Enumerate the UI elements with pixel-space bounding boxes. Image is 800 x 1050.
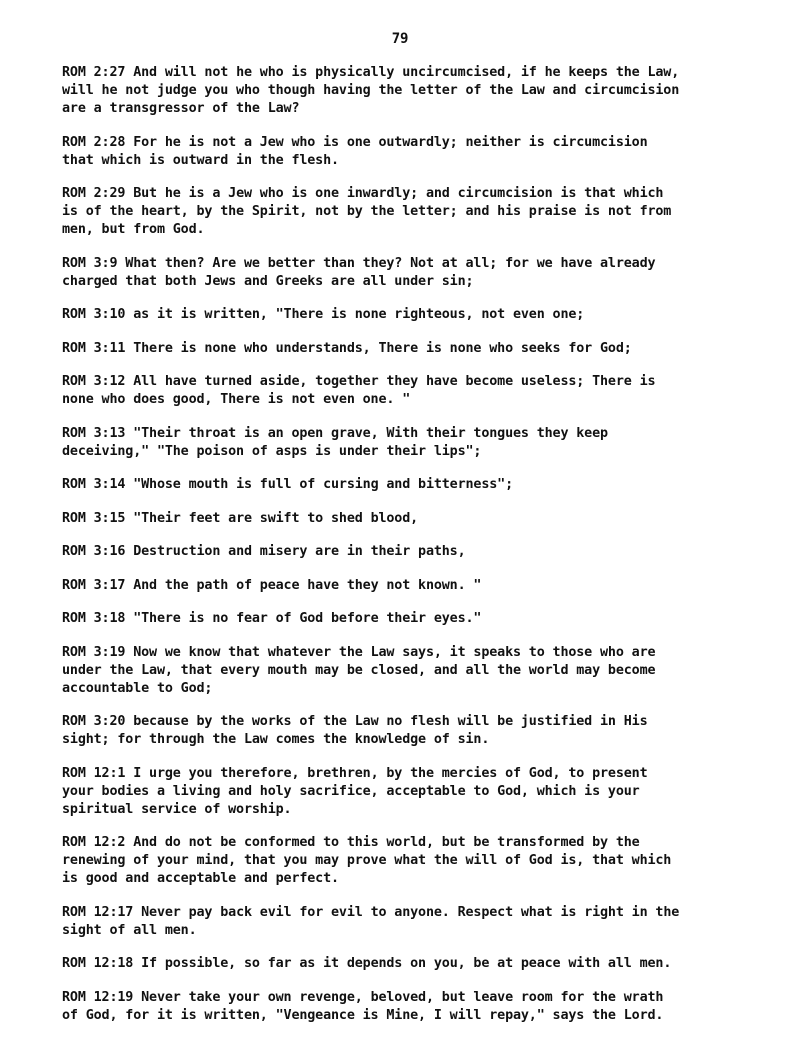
verse-rom-3-11 [62,340,742,358]
verse-text: Destruction and misery are in their paths, [125,544,466,559]
verse-reference: ROM 3:15 [62,510,126,526]
verse-reference: ROM 3:17 [62,577,126,593]
verse-text: If possible, so far as it depends on you, be at peace with all men. [133,956,672,971]
verse-text: And will not he who is physically uncircumcised, if he keeps the Law, will he not judge you who though having the letter of the Law and circumcision are a transgressor of the Law? [62,65,680,116]
verse-reference: ROM 3:18 [62,611,126,626]
verse-text: "Their throat is an open grave, With their tongues they keep deceiving," "The poison of asps is under their lips"; [62,425,608,459]
verse-reference: ROM 12:18 [62,956,134,971]
verse-reference: ROM 2:29 [62,186,126,201]
verse-rom-3-20 [62,713,742,749]
verse-reference: ROM 3:12 [62,374,126,389]
verse-rom-12-1 [62,765,742,819]
verse-rom-3-15 [62,510,742,528]
verse-reference: ROM 3:13 [62,425,126,441]
verse-reference: ROM 3:10 [62,307,126,322]
verse-text: What then? Are we better than they? Not at all; for we have already charged that both Jews and Greeks are all under sin; [62,255,656,289]
verse-text: All have turned aside, together they have become useless; There is none who does good, There is not even one. " [62,374,656,407]
verse-rom-3-14 [62,476,742,494]
verse-reference: ROM 3:11 [62,340,126,356]
verse-reference: ROM 12:17 [62,904,134,920]
verse-rom-12-19 [62,989,742,1025]
verse-rom-3-13 [62,425,742,461]
verse-text: "There is no fear of God before their eyes." [125,611,482,626]
verse-reference: ROM 3:19 [62,644,126,660]
verse-text: Never pay back evil for evil to anyone. Respect what is right in the sight of all men. [62,904,680,938]
verse-text: as it is written, "There is none righteous, not even one; [125,307,585,322]
verse-rom-3-10 [62,306,742,324]
verse-rom-3-19 [62,644,742,698]
verse-rom-2-27 [62,64,742,118]
verse-text: And the path of peace have they not known. " [125,577,482,593]
verse-text: And do not be conformed to this world, but be transformed by the renewing of your mind, that you may prove what the will of God is, that which is good and acceptable and perfect. [62,835,672,886]
verse-text: Now we know that whatever the Law says, it speaks to those who are under the Law, that every mouth may be closed, and all the world may become accountable to God; [62,644,656,696]
verse-reference: ROM 3:20 [62,714,126,729]
verse-reference: ROM 12:1 [62,765,126,781]
verse-rom-3-18 [62,610,742,628]
verse-reference: ROM 12:2 [62,835,126,850]
verse-list [62,64,742,1040]
verse-rom-12-18 [62,955,742,973]
verse-reference: ROM 3:14 [62,477,126,492]
verse-text: because by the works of the Law no flesh will be justified in His sight; for through the Law comes the knowledge of sin. [62,714,648,747]
verse-text: For he is not a Jew who is one outwardly; neither is circumcision that which is outward in the flesh. [62,134,648,168]
verse-reference: ROM 2:27 [62,65,126,80]
verse-rom-12-2 [62,834,742,888]
verse-text: But he is a Jew who is one inwardly; and circumcision is that which is of the heart, by the Spirit, not by the letter; and his praise is not from men, but from God. [62,186,672,237]
verse-text: There is none who understands, There is none who seeks for God; [125,340,632,356]
verse-rom-3-12 [62,373,742,409]
verse-rom-3-16 [62,543,742,561]
verse-rom-2-29 [62,185,742,239]
verse-reference: ROM 3:16 [62,544,126,559]
verse-rom-12-17 [62,904,742,940]
verse-rom-3-17 [62,577,742,595]
verse-text: Never take your own revenge, beloved, but leave room for the wrath of God, for it is written, "Vengeance is Mine, I will repay," says the Lord. [62,989,664,1023]
verse-reference: ROM 12:19 [62,989,134,1005]
page-number: 79 [391,31,409,47]
verse-rom-2-28 [62,134,742,170]
verse-reference: ROM 3:9 [62,255,118,271]
verse-text: "Whose mouth is full of cursing and bitterness"; [125,477,513,492]
verse-rom-3-9 [62,255,742,291]
verse-text: "Their feet are swift to shed blood, [125,510,419,526]
verse-text: I urge you therefore, brethren, by the mercies of God, to present your bodies a living and holy sacrifice, acceptable to God, which is your spiritual service of worship. [62,765,648,817]
verse-reference: ROM 2:28 [62,134,126,150]
